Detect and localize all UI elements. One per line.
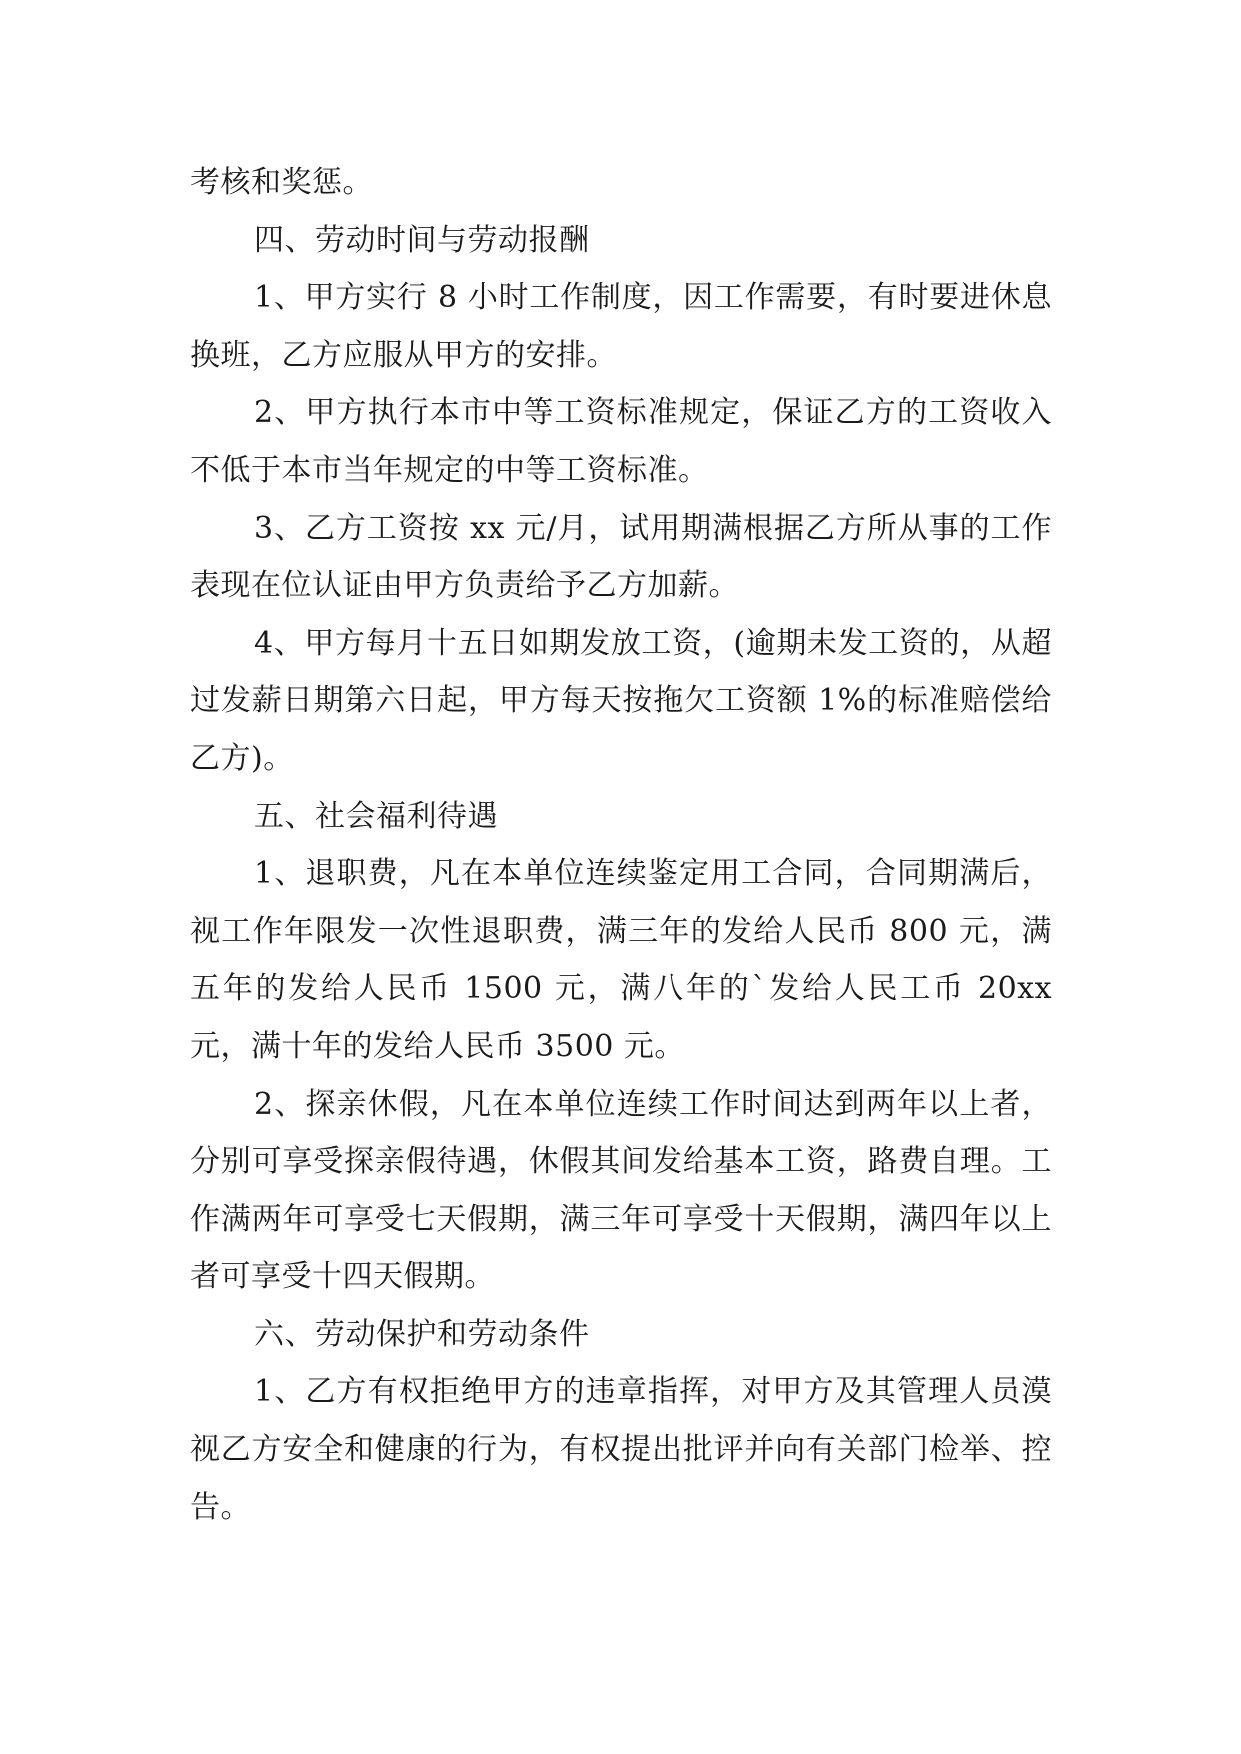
paragraph-4-3: 3、乙方工资按 xx 元/月，试用期满根据乙方所从事的工作表现在位认证由甲方负责给予乙方加薪。 xyxy=(190,510,1052,604)
paragraph-5-1: 1、退职费，凡在本单位连续鉴定用工合同，合同期满后，视工作年限发一次性退职费，满三年的发给人民币 800 元，满五年的发给人民币 1500 元，满八年的`发给人民工币 20xx 元，满十年的发给人民币 3500 元。 xyxy=(190,856,1052,1064)
section-heading-6: 六、劳动保护和劳动条件 xyxy=(254,1316,590,1352)
paragraph-4-1: 1、甲方实行 8 小时工作制度，因工作需要，有时要进休息换班，乙方应服从甲方的安排。 xyxy=(190,280,1052,373)
paragraph-closing-line: 考核和奖惩。 xyxy=(190,165,373,200)
paragraph-6-1: 1、乙方有权拒绝甲方的违章指挥，对甲方及其管理人员漠视乙方安全和健康的行为，有权提出批评并向有关部门检举、控告。 xyxy=(190,1374,1052,1525)
paragraph-4-4: 4、甲方每月十五日如期发放工资，(逾期未发工资的，从超过发薪日期第六日起，甲方每天按拖欠工资额 1%的标准赔偿给乙方)。 xyxy=(190,625,1052,776)
document-body xyxy=(190,154,1052,1536)
section-heading-4: 四、劳动时间与劳动报酬 xyxy=(254,222,590,258)
paragraph-5-2: 2、探亲休假，凡在本单位连续工作时间达到两年以上者，分别可享受探亲假待遇，休假其间发给基本工资，路费自理。工作满两年可享受七天假期，满三年可享受十天假期，满四年以上者可享受十四天假期。 xyxy=(190,1086,1052,1295)
section-heading-5: 五、社会福利待遇 xyxy=(254,798,498,834)
paragraph-4-2: 2、甲方执行本市中等工资标准规定，保证乙方的工资收入不低于本市当年规定的中等工资标准。 xyxy=(190,395,1052,488)
